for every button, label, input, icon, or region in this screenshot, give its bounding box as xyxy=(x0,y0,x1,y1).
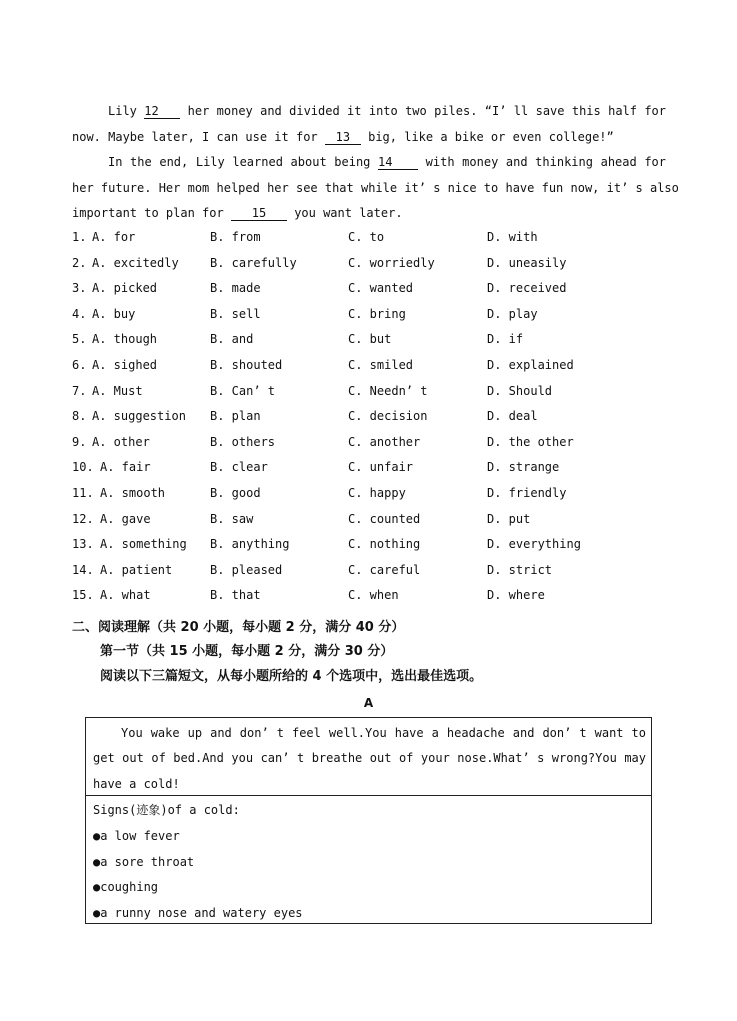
option-d: D. deal xyxy=(487,409,538,423)
option-c: C. nothing xyxy=(348,537,421,551)
option-b: B. clear xyxy=(210,460,268,474)
answer-blank: 15 xyxy=(231,207,287,221)
option-b: B. sell xyxy=(210,307,261,321)
signs-title: Signs(迹象)of a cold: xyxy=(93,803,240,817)
option-d: D. with xyxy=(487,230,538,244)
option-a: A. buy xyxy=(92,307,136,321)
question-number: 12. xyxy=(72,512,94,526)
question-number: 6. xyxy=(72,358,87,372)
answer-blank: 12 xyxy=(144,105,180,119)
option-d: D. play xyxy=(487,307,538,321)
option-a: A. smooth xyxy=(100,486,166,500)
section-title: 二、阅读理解（共 20 小题，每小题 2 分，满分 40 分） xyxy=(72,620,405,635)
bullet-icon: ● xyxy=(93,855,101,869)
question-number: 5. xyxy=(72,332,87,346)
passage-line xyxy=(72,155,666,170)
option-b: B. that xyxy=(210,588,261,602)
option-a: A. Must xyxy=(92,384,143,398)
option-c: C. counted xyxy=(348,512,421,526)
question-number: 9. xyxy=(72,435,87,449)
option-b: B. good xyxy=(210,486,261,500)
section-subtitle: 第一节（共 15 小题，每小题 2 分，满分 30 分） xyxy=(100,644,394,659)
passage-line xyxy=(72,104,666,119)
bullet-icon: ● xyxy=(93,829,101,843)
option-b: B. anything xyxy=(210,537,290,551)
sign-text: a sore throat xyxy=(100,855,195,869)
option-a: A. sighed xyxy=(92,358,158,372)
option-c: C. Needn’ t xyxy=(348,384,428,398)
option-d: D. received xyxy=(487,281,567,295)
passage-line xyxy=(72,206,666,221)
option-d: D. everything xyxy=(487,537,581,551)
option-d: D. put xyxy=(487,512,531,526)
question-number: 1. xyxy=(72,230,87,244)
passage-line: her future. Her mom helped her see that while it’ s nice to have fun now, it’ s also xyxy=(72,181,679,195)
option-c: C. to xyxy=(348,230,385,244)
passage-text: Lily xyxy=(108,104,137,118)
reading-box-signs xyxy=(85,795,652,924)
option-c: C. smiled xyxy=(348,358,414,372)
option-b: B. pleased xyxy=(210,563,283,577)
passage-text: big, like a bike or even college!” xyxy=(368,130,614,144)
sign-item xyxy=(93,906,646,920)
option-c: C. but xyxy=(348,332,392,346)
answer-blank: 13 xyxy=(325,131,361,145)
bullet-icon: ● xyxy=(93,906,101,920)
option-d: D. strict xyxy=(487,563,553,577)
intro-line: have a cold! xyxy=(93,777,180,791)
option-c: C. happy xyxy=(348,486,406,500)
passage-text: you want later. xyxy=(294,206,403,220)
option-a: A. fair xyxy=(100,460,151,474)
question-number: 4. xyxy=(72,307,87,321)
section-instruction: 阅读以下三篇短文，从每小题所给的 4 个选项中，选出最佳选项。 xyxy=(100,669,483,684)
option-a: A. suggestion xyxy=(92,409,186,423)
option-d: D. strange xyxy=(487,460,560,474)
option-a: A. patient xyxy=(100,563,173,577)
option-a: A. gave xyxy=(100,512,151,526)
answer-blank: 14 xyxy=(378,156,418,170)
option-b: B. others xyxy=(210,435,276,449)
option-b: B. carefully xyxy=(210,256,297,270)
question-number: 15. xyxy=(72,588,94,602)
option-d: D. if xyxy=(487,332,524,346)
question-number: 14. xyxy=(72,563,94,577)
question-number: 8. xyxy=(72,409,87,423)
passage-line xyxy=(72,130,666,145)
option-c: C. worriedly xyxy=(348,256,435,270)
passage-text: In the end, Lily learned about being xyxy=(108,155,371,169)
option-c: C. unfair xyxy=(348,460,414,474)
option-d: D. uneasily xyxy=(487,256,567,270)
passage-text: with money and thinking ahead for xyxy=(425,155,666,169)
question-number: 13. xyxy=(72,537,94,551)
reading-box-intro xyxy=(85,717,652,796)
option-c: C. when xyxy=(348,588,399,602)
option-a: A. something xyxy=(100,537,187,551)
option-a: A. what xyxy=(100,588,151,602)
option-b: B. from xyxy=(210,230,261,244)
option-b: B. saw xyxy=(210,512,254,526)
sign-text: a runny nose and watery eyes xyxy=(100,906,303,920)
sign-item xyxy=(93,855,646,869)
option-d: D. the other xyxy=(487,435,574,449)
option-d: D. Should xyxy=(487,384,553,398)
sign-item xyxy=(93,829,646,843)
intro-line: You wake up and don’ t feel well.You have a headache and don’ t want to xyxy=(121,726,646,740)
question-number: 10. xyxy=(72,460,94,474)
intro-line: get out of bed.And you can’ t breathe out of your nose.What’ s wrong?You may xyxy=(93,751,646,765)
passage-text: important to plan for xyxy=(72,206,224,220)
question-number: 7. xyxy=(72,384,87,398)
option-c: C. wanted xyxy=(348,281,414,295)
option-a: A. picked xyxy=(92,281,158,295)
option-d: D. explained xyxy=(487,358,574,372)
option-b: B. plan xyxy=(210,409,261,423)
option-b: B. and xyxy=(210,332,254,346)
sign-text: a low fever xyxy=(100,829,180,843)
passage-label: A xyxy=(363,696,374,710)
passage-text: her money and divided it into two piles. “I’ ll save this half for xyxy=(187,104,667,118)
passage-text: now. Maybe later, I can use it for xyxy=(72,130,318,144)
option-b: B. Can’ t xyxy=(210,384,276,398)
option-b: B. shouted xyxy=(210,358,283,372)
option-a: A. other xyxy=(92,435,150,449)
option-c: C. decision xyxy=(348,409,428,423)
option-a: A. though xyxy=(92,332,158,346)
option-d: D. friendly xyxy=(487,486,567,500)
option-d: D. where xyxy=(487,588,545,602)
sign-text: coughing xyxy=(100,880,159,894)
option-c: C. careful xyxy=(348,563,421,577)
question-number: 3. xyxy=(72,281,87,295)
option-c: C. bring xyxy=(348,307,406,321)
question-number: 2. xyxy=(72,256,87,270)
sign-item xyxy=(93,880,646,894)
option-c: C. another xyxy=(348,435,421,449)
option-b: B. made xyxy=(210,281,261,295)
question-number: 11. xyxy=(72,486,94,500)
bullet-icon: ● xyxy=(93,880,101,894)
option-a: A. excitedly xyxy=(92,256,179,270)
option-a: A. for xyxy=(92,230,136,244)
